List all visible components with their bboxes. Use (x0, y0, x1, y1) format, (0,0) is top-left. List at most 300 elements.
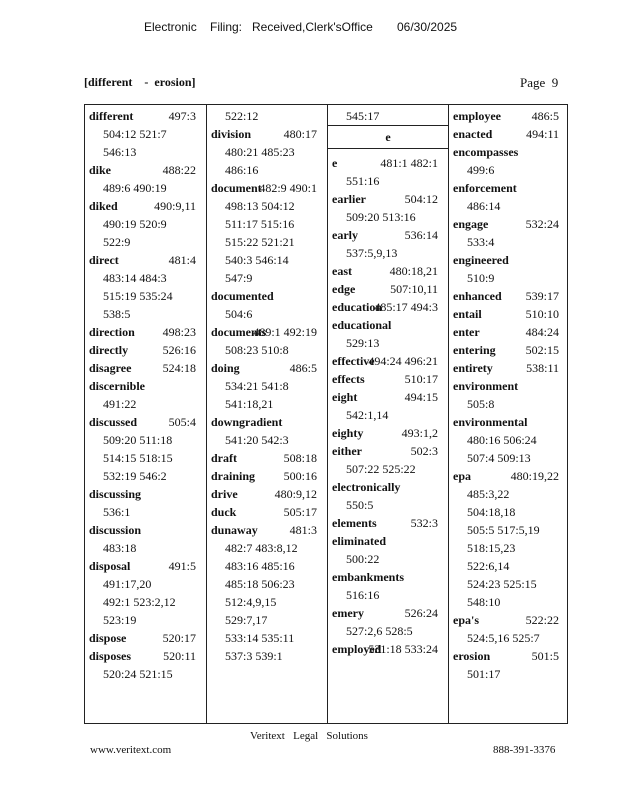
index-entry (207, 287, 327, 323)
page-line-ref: 502:3 (410, 444, 438, 458)
footer-website: www.veritext.com (90, 744, 172, 756)
index-term: engage (453, 217, 489, 231)
page-line-ref: 537:5,9,13 (346, 246, 398, 260)
page-line-ref: 499:6 (467, 163, 495, 177)
page-line-ref: 542:1,14 (346, 408, 389, 422)
entry-head (328, 316, 448, 334)
entry-head (207, 179, 327, 197)
index-term: epa (453, 469, 471, 483)
page-line-ref: 505:8 (467, 397, 495, 411)
page-line-ref: 480:17 (283, 127, 317, 141)
entry-head (449, 179, 569, 197)
index-term: entirety (453, 361, 493, 375)
index-term: enforcement (453, 181, 517, 195)
index-term: downgradient (211, 415, 283, 429)
index-column-3 (327, 105, 448, 723)
entry-head (449, 377, 569, 395)
index-term: entering (453, 343, 496, 357)
page-line-ref: 483:18 (103, 541, 137, 555)
index-term: edge (332, 282, 356, 296)
page-line-ref: 524:18 (162, 361, 196, 375)
page-line-ref: 505:5 517:5,19 (467, 523, 540, 537)
index-term: e (332, 156, 338, 170)
index-entry (449, 413, 569, 467)
page-line-ref: 531:18 533:24 (368, 642, 438, 656)
index-term: direction (89, 325, 135, 339)
entry-head (85, 323, 206, 341)
index-entry (449, 305, 569, 323)
index-entry (328, 478, 448, 514)
entry-head (449, 287, 569, 305)
page-line-ref: 547:9 (225, 271, 253, 285)
filing-electronic: Electronic (144, 20, 197, 34)
page-line-ref: 498:23 (162, 325, 196, 339)
page-line-ref: 480:18,21 (389, 264, 438, 278)
page-line-ref: 540:3 546:14 (225, 253, 289, 267)
index-column-1 (85, 105, 206, 723)
page-line-ref: 486:14 (467, 199, 501, 213)
page-line-ref: 510:10 (525, 307, 559, 321)
entry-head (85, 341, 206, 359)
page-line-ref: 486:5 (531, 109, 559, 123)
index-term: effective (332, 354, 375, 368)
page-line-ref: 480:21 485:23 (225, 145, 295, 159)
index-term: earlier (332, 192, 366, 206)
word-index-table (84, 104, 568, 724)
page-line-ref: 541:20 542:3 (225, 433, 289, 447)
page-line-ref: 536:14 (404, 228, 438, 242)
page-line-ref: 514:15 518:15 (103, 451, 173, 465)
entry-head (328, 226, 448, 244)
index-term: disagree (89, 361, 132, 375)
index-entry (85, 647, 206, 683)
entry-head (328, 298, 448, 316)
page-line-ref: 485:17 494:3 (374, 300, 438, 314)
index-entry (449, 611, 569, 647)
entry-head (328, 568, 448, 586)
index-term: erosion (453, 649, 491, 663)
letter-section-header: e (328, 125, 448, 149)
entry-head (449, 125, 569, 143)
index-entry (85, 413, 206, 485)
index-entry (449, 287, 569, 305)
index-entry (207, 449, 327, 467)
page-line-ref: 520:17 (162, 631, 196, 645)
index-term: drive (211, 487, 238, 501)
page-line-ref: 486:16 (225, 163, 259, 177)
page-line-ref: 488:22 (162, 163, 196, 177)
page-line-ref: 482:7 483:8,12 (225, 541, 298, 555)
index-term: emery (332, 606, 364, 620)
entry-head (328, 190, 448, 208)
page-line-ref: 537:3 539:1 (225, 649, 283, 663)
index-term: elements (332, 516, 377, 530)
index-entry (207, 179, 327, 287)
index-entry (449, 377, 569, 413)
filing-received: Received,Clerk'sOffice (252, 20, 373, 34)
page-line-ref: 501:17 (467, 667, 501, 681)
page-line-ref: 536:1 (103, 505, 131, 519)
index-column-2 (206, 105, 327, 723)
index-term: enter (453, 325, 480, 339)
page-line-ref: 489:6 490:19 (103, 181, 167, 195)
index-term: discussing (89, 487, 142, 501)
index-term: draining (211, 469, 256, 483)
page-line-ref: 507:10,11 (390, 282, 438, 296)
page-line-ref: 485:3,22 (467, 487, 510, 501)
page-line-ref: 498:13 504:12 (225, 199, 295, 213)
filing-label: Filing: (210, 20, 243, 34)
page-line-ref: 491:17,20 (103, 577, 152, 591)
index-column-4 (448, 105, 569, 723)
index-entry (207, 359, 327, 413)
index-term: discernible (89, 379, 145, 393)
index-entry (328, 316, 448, 352)
page-line-ref: 489:1 492:19 (253, 325, 317, 339)
page-line-ref: 508:18 (283, 451, 317, 465)
entry-head (449, 215, 569, 233)
page-line-ref: 502:15 (525, 343, 559, 357)
index-entry (85, 197, 206, 251)
index-entry (207, 521, 327, 665)
index-entry (85, 161, 206, 197)
index-term: directly (89, 343, 129, 357)
page-line-ref: 490:19 520:9 (103, 217, 167, 231)
entry-head (207, 503, 327, 521)
page-line-ref: 538:11 (526, 361, 559, 375)
page-line-ref: 518:15,23 (467, 541, 516, 555)
index-term: either (332, 444, 362, 458)
index-entry (328, 514, 448, 532)
page-line-ref: 504:6 (225, 307, 253, 321)
index-entry (449, 359, 569, 377)
page-line-ref: 480:19,22 (510, 469, 559, 483)
index-entry (328, 280, 448, 298)
page-line-ref: 532:19 546:2 (103, 469, 167, 483)
page-line-ref: 546:13 (103, 145, 137, 159)
index-term: eighty (332, 426, 364, 440)
index-entry (328, 640, 448, 658)
entry-head (207, 449, 327, 467)
index-entry (328, 424, 448, 442)
page-line-ref: 524:23 525:15 (467, 577, 537, 591)
page-line-ref: 522:6,14 (467, 559, 510, 573)
index-entry (328, 154, 448, 190)
entry-head (328, 370, 448, 388)
page-line-ref: 492:1 523:2,12 (103, 595, 176, 609)
entry-head (328, 262, 448, 280)
entry-head (207, 359, 327, 377)
index-entry (328, 262, 448, 280)
entry-head (207, 287, 327, 305)
page-line-ref: 550:5 (346, 498, 374, 512)
index-term: entail (453, 307, 482, 321)
footer-phone: 888-391-3376 (493, 744, 556, 756)
page-line-ref: 520:24 521:15 (103, 667, 173, 681)
page-line-ref: 512:4,9,15 (225, 595, 277, 609)
index-term: discussed (89, 415, 138, 429)
index-term: enhanced (453, 289, 502, 303)
entry-head (449, 611, 569, 629)
index-term: embankments (332, 570, 405, 584)
entry-head (328, 442, 448, 460)
entry-head (449, 305, 569, 323)
index-term: duck (211, 505, 237, 519)
page-line-ref: 538:5 (103, 307, 131, 321)
index-entry (328, 442, 448, 478)
page-line-ref: 490:9,11 (154, 199, 196, 213)
page-line-ref: 483:16 485:16 (225, 559, 295, 573)
entry-head (328, 604, 448, 622)
index-entry (328, 226, 448, 262)
entry-head (85, 107, 206, 125)
page-line-ref: 515:22 521:21 (225, 235, 295, 249)
page-line-ref: 510:9 (467, 271, 495, 285)
entry-head (328, 640, 448, 658)
page-line-ref: 532:24 (525, 217, 559, 231)
entry-head (328, 388, 448, 406)
continued-ref: 522:12 (225, 109, 259, 123)
index-term: education (332, 300, 383, 314)
page-line-ref: 507:4 509:13 (467, 451, 531, 465)
index-term: east (332, 264, 352, 278)
page-line-ref: 500:16 (283, 469, 317, 483)
index-term: environmental (453, 415, 528, 429)
page-line-ref: 491:5 (168, 559, 196, 573)
entry-head (328, 154, 448, 172)
index-entry (328, 352, 448, 370)
index-term: educational (332, 318, 392, 332)
index-term: documents (211, 325, 267, 339)
entry-head (207, 125, 327, 143)
index-term: engineered (453, 253, 509, 267)
index-entry (85, 557, 206, 629)
page-number: Page 9 (520, 75, 559, 90)
page-line-ref: 523:19 (103, 613, 137, 627)
index-entry (207, 413, 327, 449)
page-line-ref: 541:18,21 (225, 397, 274, 411)
page-line-ref: 501:5 (531, 649, 559, 663)
entry-head (207, 485, 327, 503)
index-entry (449, 215, 569, 251)
index-term: document (211, 181, 262, 195)
page-line-ref: 509:20 513:16 (346, 210, 416, 224)
page-line-ref: 510:17 (404, 372, 438, 386)
entry-head (449, 467, 569, 485)
page-line-ref: 494:15 (404, 390, 438, 404)
index-entry (207, 485, 327, 503)
page-line-ref: 539:17 (525, 289, 559, 303)
index-term: electronically (332, 480, 401, 494)
page-line-ref: 533:14 535:11 (225, 631, 295, 645)
index-term: eliminated (332, 534, 386, 548)
page-line-ref: 504:18,18 (467, 505, 516, 519)
page-line-ref: 505:17 (283, 505, 317, 519)
index-term: dike (89, 163, 112, 177)
index-term: diked (89, 199, 118, 213)
entry-head (85, 251, 206, 269)
index-term: doing (211, 361, 240, 375)
index-entry (449, 143, 569, 179)
entry-head (449, 413, 569, 431)
page-line-ref: 515:19 535:24 (103, 289, 173, 303)
index-entry (85, 377, 206, 413)
page-line-ref: 491:22 (103, 397, 137, 411)
entry-head (328, 514, 448, 532)
page-line-ref: 548:10 (467, 595, 501, 609)
index-entry (328, 532, 448, 568)
entry-head (328, 424, 448, 442)
entry-head (449, 143, 569, 161)
index-term: dispose (89, 631, 127, 645)
index-entry (449, 251, 569, 287)
index-entry (449, 107, 569, 125)
filing-header (0, 20, 618, 38)
index-term: draft (211, 451, 237, 465)
page-line-ref: 516:16 (346, 588, 380, 602)
index-entry (449, 179, 569, 215)
index-entry (207, 125, 327, 179)
page-line-ref: 522:9 (103, 235, 131, 249)
entry-head (207, 413, 327, 431)
page-line-ref: 481:4 (168, 253, 196, 267)
page-line-ref: 529:13 (346, 336, 380, 350)
page-line-ref: 480:16 506:24 (467, 433, 537, 447)
index-entry (449, 647, 569, 683)
index-entry (85, 341, 206, 359)
page-line-ref: 522:22 (525, 613, 559, 627)
entry-head (449, 323, 569, 341)
entry-head (85, 359, 206, 377)
index-entry (207, 323, 327, 359)
entry-head (85, 197, 206, 215)
page-line-ref: 509:20 511:18 (103, 433, 173, 447)
index-entry (85, 485, 206, 521)
entry-head (328, 280, 448, 298)
index-term: eight (332, 390, 358, 404)
index-term: disposal (89, 559, 131, 573)
index-term: encompasses (453, 145, 519, 159)
index-entry (85, 629, 206, 647)
page-line-ref: 529:7,17 (225, 613, 268, 627)
entry-head (85, 485, 206, 503)
page-line-ref: 524:5,16 525:7 (467, 631, 540, 645)
index-entry (85, 107, 206, 161)
index-term: different (89, 109, 134, 123)
index-entry (449, 341, 569, 359)
page-line-ref: 480:9,12 (274, 487, 317, 501)
entry-head (328, 478, 448, 496)
page-line-ref: 485:18 506:23 (225, 577, 295, 591)
page-line-ref: 534:21 541:8 (225, 379, 289, 393)
index-range: [different - erosion] (84, 75, 196, 89)
page-line-ref: 482:9 490:1 (259, 181, 317, 195)
index-entry (449, 323, 569, 341)
continued-ref: 545:17 (346, 109, 380, 123)
entry-head (449, 647, 569, 665)
page-line-ref: 481:3 (289, 523, 317, 537)
entry-head (207, 521, 327, 539)
page-line-ref: 508:23 510:8 (225, 343, 289, 357)
entry-head (85, 377, 206, 395)
entry-head (207, 467, 327, 485)
index-term: epa's (453, 613, 480, 627)
index-term: disposes (89, 649, 132, 663)
page-line-ref: 494:24 496:21 (368, 354, 438, 368)
entry-head (85, 647, 206, 665)
page-line-ref: 484:24 (525, 325, 559, 339)
page-line-ref: 551:16 (346, 174, 380, 188)
page-line-ref: 532:3 (410, 516, 438, 530)
footer-brand: Veritext Legal Solutions (250, 730, 368, 742)
index-term: early (332, 228, 358, 242)
page-line-ref: 507:22 525:22 (346, 462, 416, 476)
filing-date: 06/30/2025 (397, 20, 458, 34)
page-line-ref: 494:11 (526, 127, 559, 141)
index-term: employed (332, 642, 382, 656)
index-entry (85, 323, 206, 341)
index-entry (328, 190, 448, 226)
entry-head (449, 251, 569, 269)
entry-head (85, 629, 206, 647)
page-line-ref: 504:12 (404, 192, 438, 206)
page-line-ref: 486:5 (289, 361, 317, 375)
entry-head (449, 341, 569, 359)
index-term: effects (332, 372, 365, 386)
entry-head (207, 323, 327, 341)
entry-head (85, 521, 206, 539)
index-entry (328, 604, 448, 640)
page-line-ref: 497:3 (168, 109, 196, 123)
entry-head (449, 359, 569, 377)
page-line-ref: 527:2,6 528:5 (346, 624, 413, 638)
index-entry (328, 370, 448, 388)
index-entry (85, 359, 206, 377)
entry-head (85, 557, 206, 575)
page-line-ref: 505:4 (168, 415, 196, 429)
page-line-ref: 520:11 (163, 649, 196, 663)
page-line-ref: 504:12 521:7 (103, 127, 167, 141)
index-term: employee (453, 109, 501, 123)
entry-head (85, 413, 206, 431)
index-term: enacted (453, 127, 493, 141)
index-entry (328, 388, 448, 424)
index-term: documented (211, 289, 274, 303)
entry-head (328, 532, 448, 550)
page-line-ref: 526:24 (404, 606, 438, 620)
index-entry (85, 521, 206, 557)
page-line-ref: 526:16 (162, 343, 196, 357)
entry-head (449, 107, 569, 125)
index-entry (85, 251, 206, 323)
index-entry (449, 467, 569, 611)
page-line-ref: 511:17 515:16 (225, 217, 295, 231)
index-term: direct (89, 253, 119, 267)
index-entry (207, 467, 327, 485)
page-line-ref: 500:22 (346, 552, 380, 566)
page-line-ref: 481:1 482:1 (380, 156, 438, 170)
entry-head (85, 161, 206, 179)
page-line-ref: 483:14 484:3 (103, 271, 167, 285)
index-term: environment (453, 379, 519, 393)
entry-head (328, 352, 448, 370)
index-entry (328, 568, 448, 604)
page-line-ref: 533:4 (467, 235, 495, 249)
index-entry (328, 298, 448, 316)
index-term: division (211, 127, 252, 141)
index-entry (449, 125, 569, 143)
page-line-ref: 493:1,2 (401, 426, 438, 440)
